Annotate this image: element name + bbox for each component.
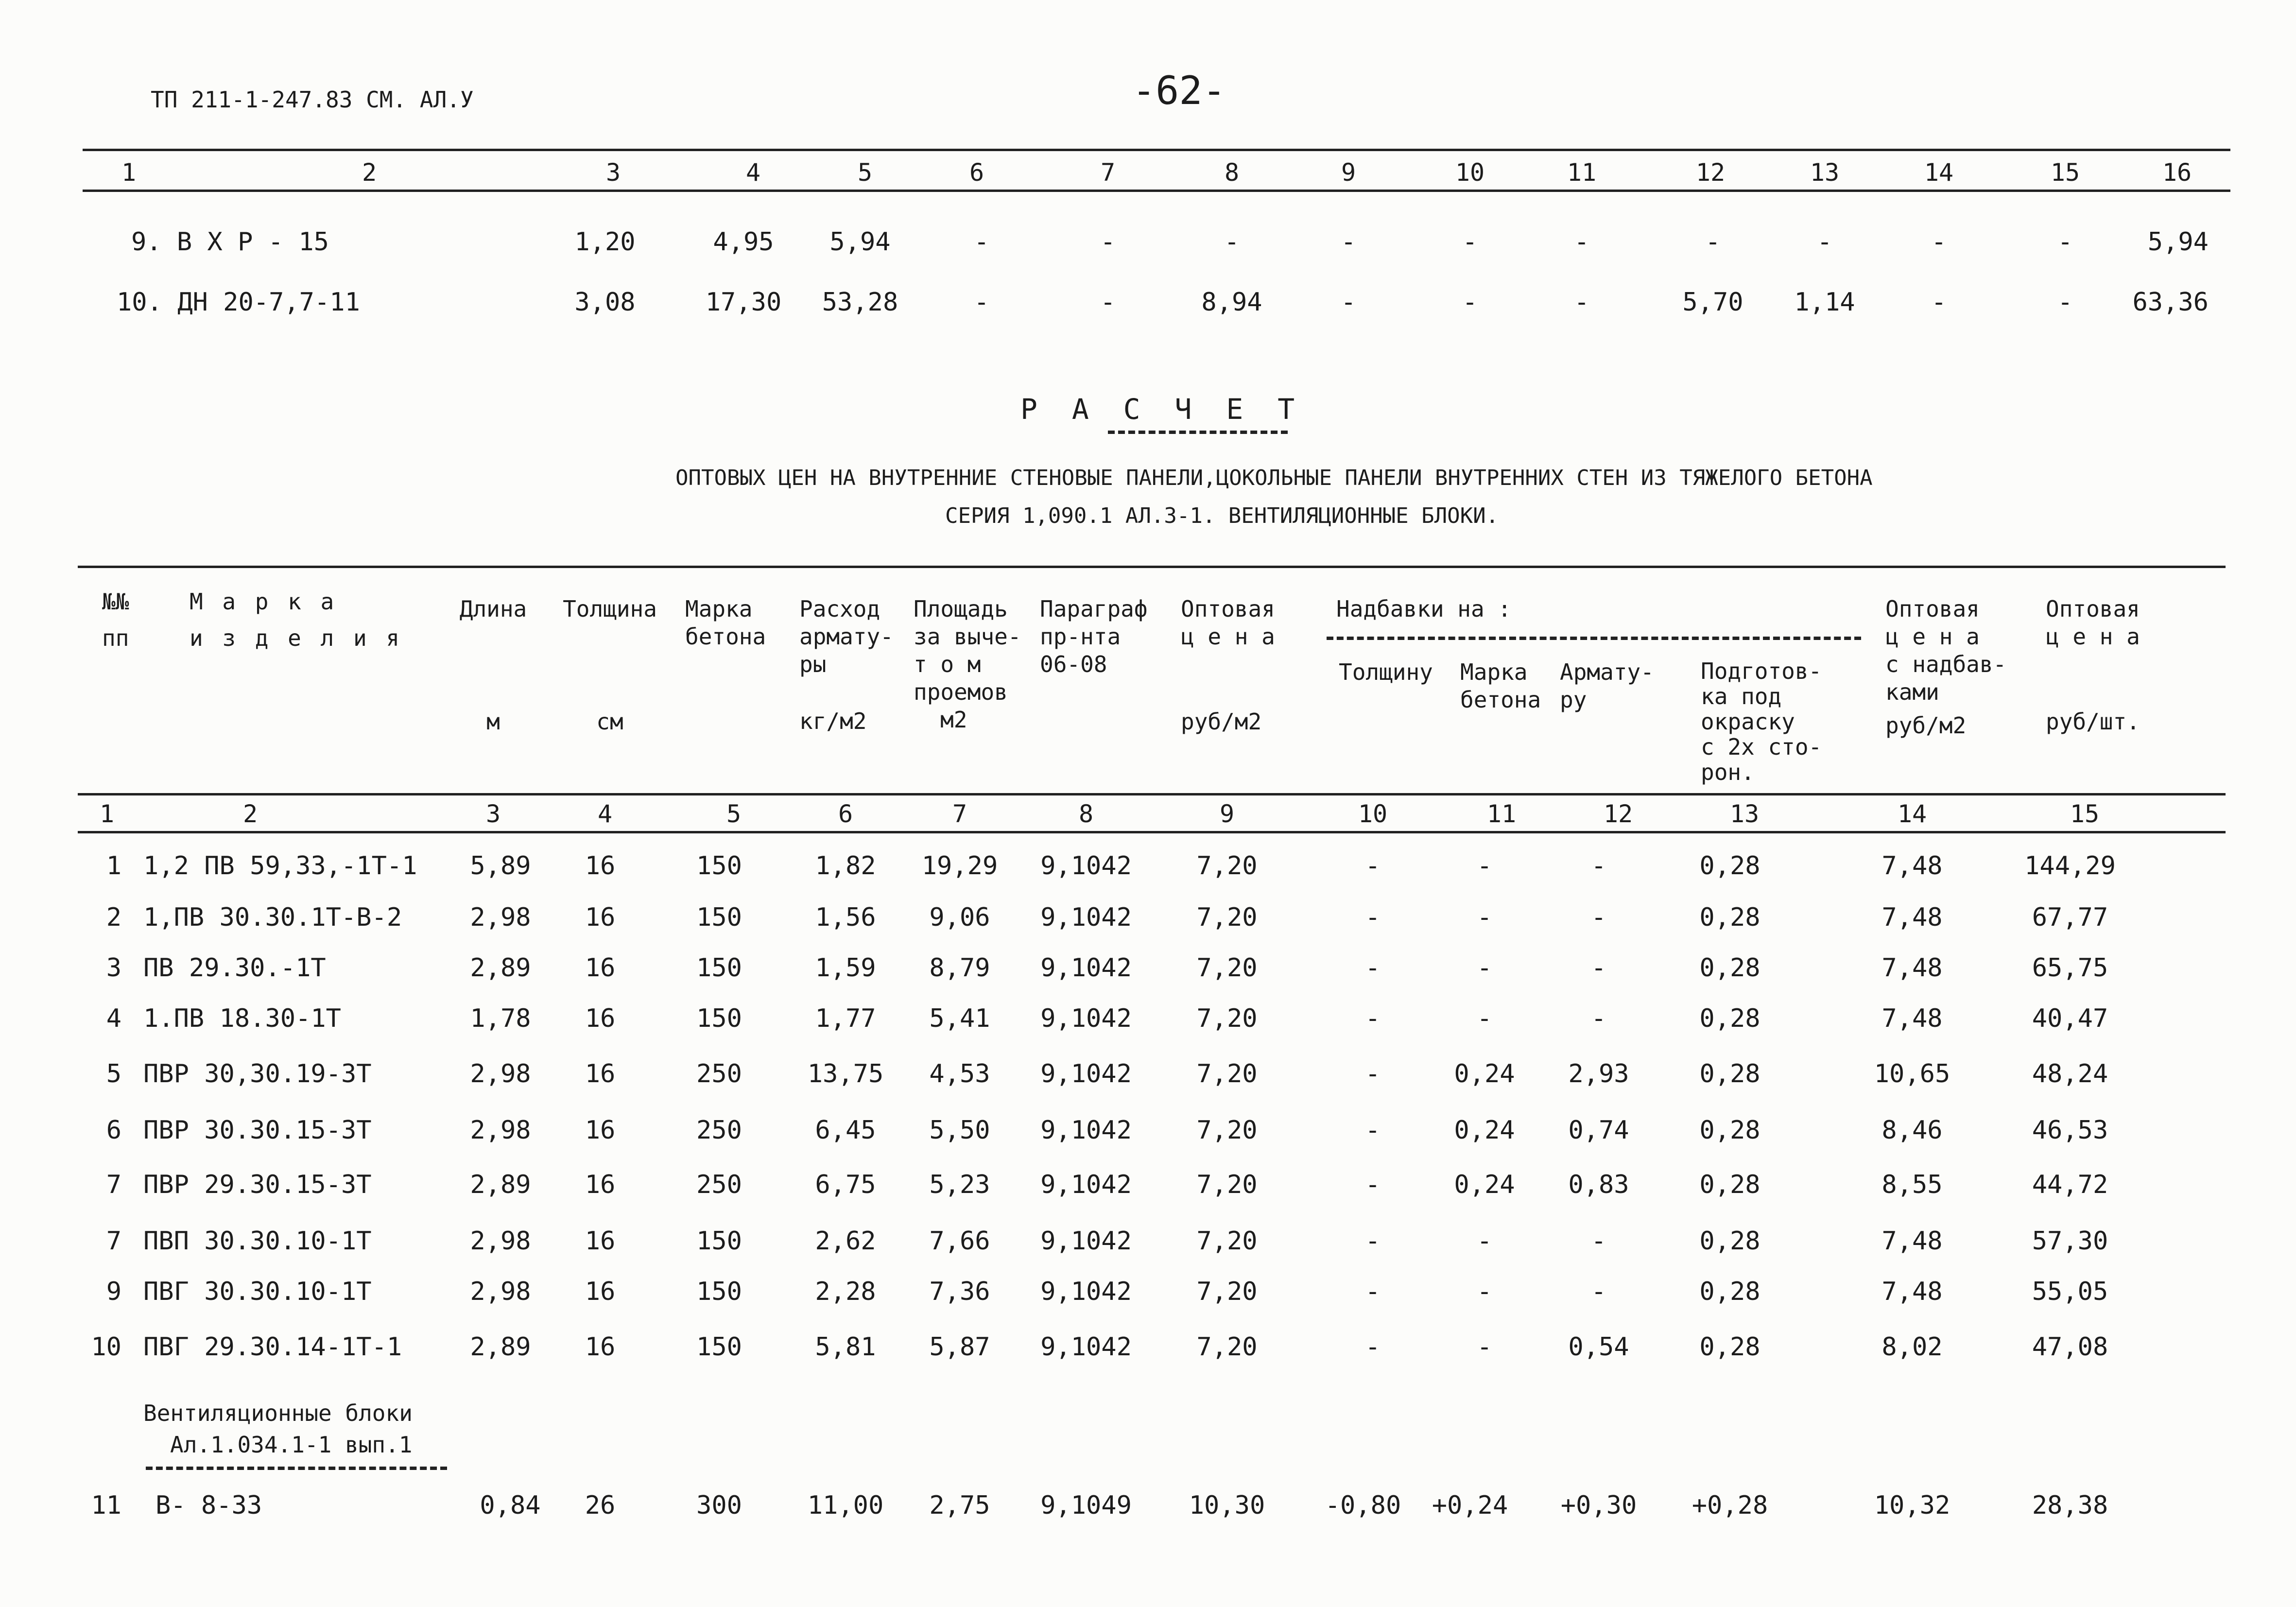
row-cell: 16 — [585, 1116, 616, 1145]
main-column-number: 10 — [1358, 800, 1388, 828]
top-row-cell: 3,08 — [574, 288, 636, 317]
row-cell: 7,66 — [929, 1227, 990, 1256]
row-cell: 2,75 — [929, 1491, 990, 1520]
top-column-number: 9 — [1341, 158, 1356, 187]
row-cell: 8,46 — [1882, 1116, 1943, 1145]
row-cell: 5,23 — [929, 1170, 990, 1199]
top-column-number: 15 — [2050, 158, 2080, 187]
row-cell: 7,20 — [1196, 1116, 1258, 1145]
row-cell: 0,28 — [1699, 1227, 1761, 1256]
row-product-mark: ПВР 29.30.15-3Т — [143, 1170, 372, 1199]
row-cell: 144,29 — [2024, 851, 2116, 881]
top-row-cell: 5,70 — [1682, 288, 1744, 317]
main-column-number: 5 — [726, 800, 742, 828]
row-cell: - — [1365, 1170, 1381, 1199]
row-number: 2 — [106, 903, 121, 932]
row-cell: 9,1049 — [1040, 1491, 1132, 1520]
top-row-cell: 5,94 — [2147, 227, 2209, 257]
row-cell: - — [1365, 1004, 1381, 1033]
row-cell: 1,56 — [815, 903, 876, 932]
row-cell: 16 — [585, 1332, 616, 1362]
main-column-number: 4 — [597, 800, 613, 828]
row-cell: 65,75 — [2032, 953, 2108, 983]
header-rebar-consumption: Расход армату- ры кг/м2 — [799, 596, 894, 734]
document-code: ТП 211-1-247.83 СМ. АЛ.У — [151, 86, 474, 113]
row-cell: 6,75 — [815, 1170, 876, 1199]
row-cell: 150 — [696, 953, 742, 983]
row-cell: 2,98 — [470, 903, 531, 932]
row-cell: 16 — [585, 851, 616, 881]
row-product-mark: ПВ 29.30.-1Т — [143, 953, 326, 983]
row-product-mark: ПВП 30.30.10-1Т — [143, 1227, 372, 1256]
row-cell: 0,28 — [1699, 1332, 1761, 1362]
header-surcharge-concrete: Марка бетона — [1460, 659, 1541, 713]
row-cell: 9,1042 — [1040, 1227, 1132, 1256]
calc-subtitle-line2: СЕРИЯ 1,090.1 АЛ.3-1. ВЕНТИЛЯЦИОННЫЕ БЛОКИ. — [945, 503, 1499, 528]
top-row-cell: 63,36 — [2132, 288, 2209, 317]
row-cell: 5,89 — [470, 851, 531, 881]
calc-heading: Р А С Ч Е Т — [1020, 393, 1304, 426]
row-cell: 250 — [696, 1170, 742, 1199]
row-cell: 7,48 — [1882, 1277, 1943, 1306]
row-cell: 0,24 — [1454, 1116, 1515, 1145]
row-cell: - — [1591, 1004, 1606, 1033]
row-cell: 250 — [696, 1059, 742, 1089]
top-column-number: 4 — [745, 158, 761, 187]
header-concrete-grade: Марка бетона — [685, 596, 766, 650]
row-cell: 4,53 — [929, 1059, 990, 1089]
row-cell: -0,80 — [1325, 1491, 1401, 1520]
row-cell: - — [1591, 953, 1606, 983]
row-cell: 11,00 — [807, 1491, 884, 1520]
top-row-cell: - — [1705, 227, 1721, 257]
main-column-number: 11 — [1486, 800, 1517, 828]
row-cell: 0,24 — [1454, 1170, 1515, 1199]
row-number: 4 — [106, 1004, 121, 1033]
top-row-cell: 1,20 — [574, 227, 636, 257]
row-cell: 2,89 — [470, 1170, 531, 1199]
row-cell: 16 — [585, 903, 616, 932]
row-cell: - — [1365, 1116, 1381, 1145]
top-column-number: 14 — [1924, 158, 1954, 187]
row-cell: 7,20 — [1196, 903, 1258, 932]
row-cell: - — [1477, 1277, 1492, 1306]
row-cell: 2,62 — [815, 1227, 876, 1256]
row-cell: 2,98 — [470, 1059, 531, 1089]
top-row-cell: - — [1931, 288, 1947, 317]
row-cell: - — [1591, 903, 1606, 932]
top-table-rule-header — [83, 190, 2230, 192]
row-cell: 150 — [696, 851, 742, 881]
top-column-number: 1 — [121, 158, 137, 187]
top-row-cell: - — [1574, 227, 1589, 257]
row-cell: 67,77 — [2032, 903, 2108, 932]
row-cell: 47,08 — [2032, 1332, 2108, 1362]
row-cell: 7,20 — [1196, 953, 1258, 983]
top-row-cell: - — [1817, 227, 1832, 257]
main-column-number: 13 — [1729, 800, 1760, 828]
row-cell: 1,82 — [815, 851, 876, 881]
row-cell: 16 — [585, 1277, 616, 1306]
top-column-number: 8 — [1224, 158, 1240, 187]
row-cell: 55,05 — [2032, 1277, 2108, 1306]
row-cell: - — [1365, 953, 1381, 983]
row-cell: 150 — [696, 1004, 742, 1033]
header-product-mark: М а р к а и з д е л и я — [190, 588, 403, 651]
row-cell: 8,55 — [1882, 1170, 1943, 1199]
row-cell: - — [1591, 1277, 1606, 1306]
row-cell: 6,45 — [815, 1116, 876, 1145]
top-row-cell: - — [1100, 227, 1116, 257]
top-row-cell: - — [1462, 288, 1478, 317]
main-column-number: 8 — [1078, 800, 1094, 828]
row-cell: 5,81 — [815, 1332, 876, 1362]
row-cell: 0,83 — [1568, 1170, 1629, 1199]
row-cell: +0,30 — [1560, 1491, 1637, 1520]
row-cell: 40,47 — [2032, 1004, 2108, 1033]
row-cell: 7,48 — [1882, 1004, 1943, 1033]
row-cell: 5,41 — [929, 1004, 990, 1033]
row-cell: 1,77 — [815, 1004, 876, 1033]
row-cell: 2,28 — [815, 1277, 876, 1306]
header-price-list-paragraph: Параграф пр-нта 06-08 — [1040, 596, 1148, 677]
row-number: 7 — [106, 1227, 121, 1256]
row-cell: 46,53 — [2032, 1116, 2108, 1145]
top-column-number: 5 — [857, 158, 873, 187]
row-product-mark: ПВГ 30.30.10-1Т — [143, 1277, 372, 1306]
main-column-number: 12 — [1603, 800, 1633, 828]
main-table-rule-colnums — [78, 831, 2226, 833]
row-cell: 16 — [585, 953, 616, 983]
row-cell: 7,48 — [1882, 1227, 1943, 1256]
top-row-cell: 17,30 — [705, 288, 782, 317]
row-cell: 9,1042 — [1040, 953, 1132, 983]
row-product-mark: В- 8-33 — [155, 1491, 262, 1520]
row-cell: - — [1591, 1227, 1606, 1256]
row-cell: 150 — [696, 903, 742, 932]
top-row-cell: - — [974, 288, 989, 317]
row-cell: 0,28 — [1699, 903, 1761, 932]
row-cell: 150 — [696, 1227, 742, 1256]
row-cell: 5,87 — [929, 1332, 990, 1362]
row-cell: - — [1365, 1332, 1381, 1362]
main-column-number: 3 — [485, 800, 501, 828]
row-cell: 7,20 — [1196, 1227, 1258, 1256]
row-cell: +0,28 — [1692, 1491, 1768, 1520]
row-cell: 0,54 — [1568, 1332, 1629, 1362]
top-row-cell: - — [1341, 227, 1356, 257]
header-thickness: Толщина см — [563, 596, 657, 735]
top-row-cell: - — [974, 227, 989, 257]
row-cell: 0,28 — [1699, 1059, 1761, 1089]
row-cell: 250 — [696, 1116, 742, 1145]
row-cell: 2,98 — [470, 1116, 531, 1145]
top-row-cell: 53,28 — [822, 288, 898, 317]
header-surcharge-rebar: Армату- ру — [1560, 659, 1654, 713]
top-row-cell: - — [1224, 227, 1240, 257]
header-price-with-surcharges: Оптовая ц е н а с надбав- ками руб/м2 — [1885, 596, 2007, 739]
row-cell: 10,65 — [1874, 1059, 1951, 1089]
header-area: Площадь за выче- т о м проемов м2 — [914, 596, 1021, 733]
row-cell: 9,1042 — [1040, 851, 1132, 881]
row-number: 9 — [106, 1277, 121, 1306]
top-row-cell: - — [1574, 288, 1589, 317]
row-cell: 57,30 — [2032, 1227, 2108, 1256]
row-cell: 9,1042 — [1040, 1116, 1132, 1145]
row-cell: 0,74 — [1568, 1116, 1629, 1145]
row-cell: 1,59 — [815, 953, 876, 983]
row-product-mark: 1,ПВ 30.30.1Т-В-2 — [143, 903, 402, 932]
row-number: 11 — [91, 1491, 121, 1520]
row-cell: 7,20 — [1196, 1170, 1258, 1199]
row-cell: 7,20 — [1196, 851, 1258, 881]
row-cell: - — [1591, 851, 1606, 881]
calc-subtitle-line1: ОПТОВЫХ ЦЕН НА ВНУТРЕННИЕ СТЕНОВЫЕ ПАНЕЛИ,ЦОКОЛЬНЫЕ ПАНЕЛИ ВНУТРЕННИХ СТЕН ИЗ ТЯЖЕЛОГО БЕТОНА — [675, 466, 1873, 490]
main-column-number: 6 — [838, 800, 853, 828]
row-product-mark: ПВР 30,30.19-3Т — [143, 1059, 372, 1089]
top-column-number: 12 — [1695, 158, 1726, 187]
row-cell: 48,24 — [2032, 1059, 2108, 1089]
row-product-mark: ПВГ 29.30.14-1Т-1 — [143, 1332, 402, 1362]
row-product-mark: ПВР 30.30.15-3Т — [143, 1116, 372, 1145]
row-cell: - — [1365, 1227, 1381, 1256]
row-cell: 9,1042 — [1040, 1004, 1132, 1033]
row-cell: 16 — [585, 1004, 616, 1033]
row-cell: 13,75 — [807, 1059, 884, 1089]
header-price-per-piece: Оптовая ц е н а руб/шт. — [2046, 596, 2140, 735]
row-number: 7 — [106, 1170, 121, 1199]
calc-heading-underline — [1108, 431, 1288, 434]
top-column-number: 16 — [2162, 158, 2192, 187]
row-cell: 0,28 — [1699, 1004, 1761, 1033]
top-row-cell: - — [1341, 288, 1356, 317]
main-column-number: 15 — [2070, 800, 2100, 828]
row-cell: 28,38 — [2032, 1491, 2108, 1520]
row-cell: - — [1365, 851, 1381, 881]
row-cell: 7,36 — [929, 1277, 990, 1306]
top-row-cell: - — [1462, 227, 1478, 257]
row-cell: 150 — [696, 1332, 742, 1362]
row-number: 6 — [106, 1116, 121, 1145]
row-cell: 26 — [585, 1491, 616, 1520]
row-cell: 9,1042 — [1040, 1332, 1132, 1362]
top-column-number: 13 — [1810, 158, 1840, 187]
row-cell: 7,20 — [1196, 1332, 1258, 1362]
section-ventilation-blocks-title: Вентиляционные блоки — [143, 1400, 413, 1426]
top-row-cell: 1,14 — [1794, 288, 1855, 317]
row-cell: 0,24 — [1454, 1059, 1515, 1089]
surcharge-underline — [1327, 637, 1861, 640]
row-cell: 19,29 — [921, 851, 998, 881]
row-number: 5 — [106, 1059, 121, 1089]
section-underline — [146, 1467, 447, 1470]
top-row-cell: - — [2057, 288, 2073, 317]
row-cell: - — [1365, 1277, 1381, 1306]
top-row-mark: 10. ДН 20-7,7-11 — [117, 288, 360, 317]
row-number: 1 — [106, 851, 121, 881]
row-product-mark: 1.ПВ 18.30-1Т — [143, 1004, 341, 1033]
row-cell: 2,89 — [470, 1332, 531, 1362]
row-cell: 16 — [585, 1227, 616, 1256]
row-cell: 16 — [585, 1170, 616, 1199]
header-wholesale-price: Оптовая ц е н а руб/м2 — [1181, 596, 1275, 735]
row-cell: 9,1042 — [1040, 1170, 1132, 1199]
main-column-number: 9 — [1219, 800, 1235, 828]
top-row-cell: 4,95 — [713, 227, 774, 257]
page-number: -62- — [1132, 68, 1226, 113]
row-cell: 2,89 — [470, 953, 531, 983]
row-cell: 10,30 — [1189, 1491, 1265, 1520]
row-cell: 16 — [585, 1059, 616, 1089]
main-table-rule-top — [78, 566, 2226, 568]
row-cell: 0,28 — [1699, 1170, 1761, 1199]
top-column-number: 2 — [362, 158, 377, 187]
row-cell: - — [1477, 1332, 1492, 1362]
row-cell: - — [1477, 1227, 1492, 1256]
row-cell: 0,28 — [1699, 1277, 1761, 1306]
header-surcharge-painting-prep: Подготов- ка под окраску с 2х сто- рон. — [1701, 658, 1822, 785]
row-cell: 300 — [696, 1491, 742, 1520]
top-column-number: 7 — [1100, 158, 1116, 187]
row-cell: 7,48 — [1882, 851, 1943, 881]
top-column-number: 3 — [605, 158, 621, 187]
row-cell: 7,20 — [1196, 1277, 1258, 1306]
row-cell: 8,79 — [929, 953, 990, 983]
row-cell: 10,32 — [1874, 1491, 1951, 1520]
row-number: 3 — [106, 953, 121, 983]
top-row-cell: - — [1931, 227, 1947, 257]
row-cell: 7,20 — [1196, 1059, 1258, 1089]
row-cell: 0,84 — [480, 1491, 541, 1520]
row-cell: 2,98 — [470, 1277, 531, 1306]
row-cell: - — [1477, 851, 1492, 881]
row-cell: 8,02 — [1882, 1332, 1943, 1362]
top-column-number: 6 — [969, 158, 984, 187]
row-cell: 0,28 — [1699, 851, 1761, 881]
row-number: 10 — [91, 1332, 121, 1362]
row-cell: - — [1477, 903, 1492, 932]
row-cell: 150 — [696, 1277, 742, 1306]
row-cell: 7,48 — [1882, 903, 1943, 932]
row-cell: 9,1042 — [1040, 903, 1132, 932]
row-product-mark: 1,2 ПВ 59,33,-1Т-1 — [143, 851, 417, 881]
main-column-number: 14 — [1897, 800, 1927, 828]
header-surcharges: Надбавки на : — [1336, 596, 1512, 622]
row-cell: - — [1365, 903, 1381, 932]
top-table-rule-top — [83, 149, 2230, 151]
header-length: Длина м — [459, 596, 527, 735]
row-cell: 44,72 — [2032, 1170, 2108, 1199]
top-row-cell: - — [1100, 288, 1116, 317]
header-surcharge-thickness: Толщину — [1339, 659, 1433, 685]
row-cell: 5,50 — [929, 1116, 990, 1145]
row-cell: 7,20 — [1196, 1004, 1258, 1033]
top-row-cell: 5,94 — [829, 227, 891, 257]
row-cell: 2,93 — [1568, 1059, 1629, 1089]
main-table-rule-header — [78, 793, 2226, 795]
main-column-number: 7 — [952, 800, 967, 828]
row-cell: 1,78 — [470, 1004, 531, 1033]
row-cell: - — [1365, 1059, 1381, 1089]
row-cell: 9,1042 — [1040, 1277, 1132, 1306]
main-column-number: 2 — [242, 800, 258, 828]
row-cell: 0,28 — [1699, 953, 1761, 983]
top-row-mark: 9. В Х Р - 15 — [131, 227, 329, 257]
header-nn: №№ пп — [102, 588, 129, 651]
row-cell: 0,28 — [1699, 1116, 1761, 1145]
row-cell: 2,98 — [470, 1227, 531, 1256]
row-cell: - — [1477, 1004, 1492, 1033]
top-column-number: 11 — [1567, 158, 1597, 187]
row-cell: +0,24 — [1432, 1491, 1508, 1520]
top-column-number: 10 — [1455, 158, 1485, 187]
row-cell: 9,1042 — [1040, 1059, 1132, 1089]
top-row-cell: - — [2057, 227, 2073, 257]
row-cell: - — [1477, 953, 1492, 983]
top-row-cell: 8,94 — [1201, 288, 1262, 317]
section-ventilation-blocks-series: Ал.1.034.1-1 вып.1 — [170, 1432, 413, 1458]
row-cell: 9,06 — [929, 903, 990, 932]
row-cell: 7,48 — [1882, 953, 1943, 983]
main-column-number: 1 — [99, 800, 115, 828]
